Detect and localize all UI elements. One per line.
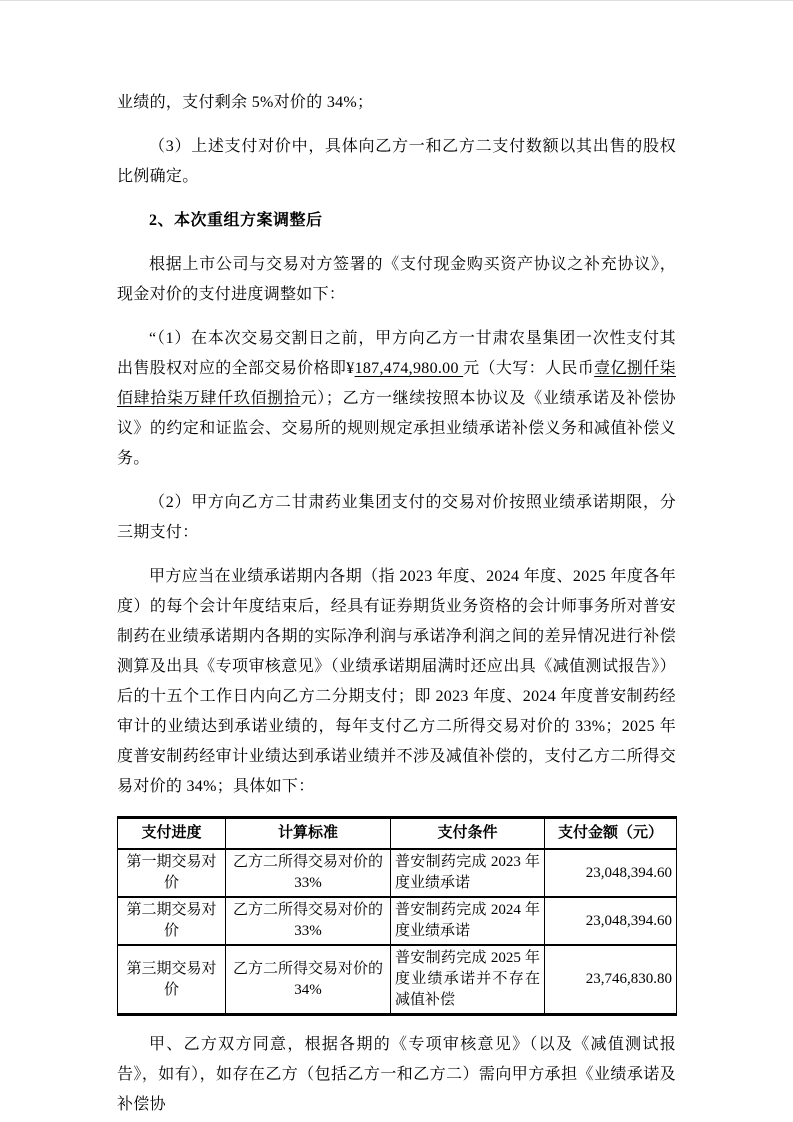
item-1-segment: “（1）在本次交易交割日之前，甲方向乙方一甘肃农垦集团一次性支付其出售股权对应的全部交易价格即¥	[117, 330, 676, 377]
cell-condition: 普安制药完成 2024 年度业绩承诺	[391, 897, 545, 945]
table-header-row	[118, 818, 677, 850]
cell-stage: 第三期交易对价	[118, 945, 226, 1015]
item-1-segment: 元）；乙方一继续按照本协议及《业绩承诺及补偿协议》的约定和证监会、交易所的规则规定承担业绩承诺补偿义务和减值补偿义务。	[117, 390, 676, 467]
col-header-payment-stage: 支付进度	[118, 818, 226, 850]
item-1-amount-words-underlined: 壹亿捌仟柒佰肆拾柒万肆仟玖佰捌拾	[117, 360, 676, 407]
cell-stage: 第一期交易对价	[118, 849, 226, 897]
cell-standard: 乙方二所得交易对价的 33%	[226, 849, 391, 897]
cell-amount: 23,048,394.60	[545, 897, 677, 945]
cell-standard: 乙方二所得交易对价的 33%	[226, 897, 391, 945]
closing-paragraph: 甲、乙方双方同意，根据各期的《专项审核意见》（以及《减值测试报告》，如有），如存在乙方（包括乙方一和乙方二）需向甲方承担《业绩承诺及补偿协	[117, 1036, 676, 1113]
cell-amount: 23,048,394.60	[545, 849, 677, 897]
cell-condition: 普安制药完成 2025 年度业绩承诺并不存在减值补偿	[391, 945, 545, 1015]
item-1-paragraph	[117, 324, 676, 474]
item-1-amount-underlined: 187,474,980.00	[354, 360, 464, 377]
cell-condition: 普安制药完成 2023 年度业绩承诺	[391, 849, 545, 897]
cell-stage: 第二期交易对价	[118, 897, 226, 945]
cell-amount: 23,746,830.80	[545, 945, 677, 1015]
intro-paragraph: 根据上市公司与交易对方签署的《支付现金购买资产协议之补充协议》，现金对价的支付进度调整如下：	[117, 256, 676, 303]
table-row	[118, 945, 677, 1015]
page-top-edge	[0, 0, 793, 1]
col-header-payment-amount: 支付金额（元）	[545, 818, 677, 850]
item-3-paragraph: （3）上述支付对价中，具体向乙方一和乙方二支付数额以其出售的股权比例确定。	[117, 138, 676, 185]
section-heading: 2、本次重组方案调整后	[149, 212, 323, 229]
payment-detail-paragraph: 甲方应当在业绩承诺期内各期（指 2023 年度、2024 年度、2025 年度各年度）的每个会计年度结束后，经具有证券期货业务资格的会计师事务所对普安制药在业绩承诺期内各期的实际净利润与承诺净利润之间的差异情况进行补偿测算及出具《专项审核意见》（业绩承诺期届满时还应出具《减值测试报告》）后的十五个工作日内向乙方二分期支付；即 2023 年度、2024 年度普安制药经审计的业绩达到承诺业绩的，每年支付乙方二所得交易对价的 33%；2025 年度普安制药经审计业绩达到承诺业绩并不涉及减值补偿的，支付乙方二所得交易对价的 34%；具体如下：	[117, 568, 676, 795]
carryover-paragraph: 业绩的，支付剩余 5%对价的 34%；	[117, 94, 374, 111]
item-1-segment: 元（大写：人民币	[463, 360, 595, 377]
cell-standard: 乙方二所得交易对价的 34%	[226, 945, 391, 1015]
table-row	[118, 849, 677, 897]
item-2-paragraph: （2）甲方向乙方二甘肃药业集团支付的交易对价按照业绩承诺期限，分三期支付：	[117, 494, 676, 541]
col-header-payment-condition: 支付条件	[391, 818, 545, 850]
col-header-calc-standard: 计算标准	[226, 818, 391, 850]
payment-schedule-table	[117, 816, 677, 1016]
table-row	[118, 897, 677, 945]
